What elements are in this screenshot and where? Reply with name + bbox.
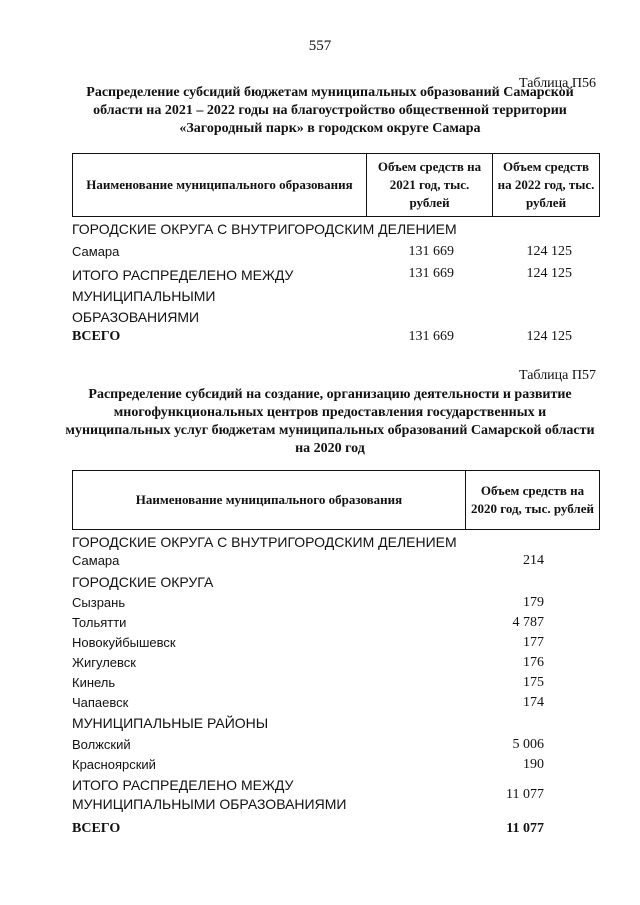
table-row: Чапаевск 174 (72, 695, 544, 710)
header-2021: Объем средств на 2021 год, тыс. рублей (367, 154, 493, 217)
table-row: Жигулевск 176 (72, 655, 544, 670)
table-header-p57 (72, 470, 600, 530)
header-name: Наименование муниципального образования (73, 154, 367, 217)
header-name: Наименование муниципального образования (73, 471, 466, 530)
table-row-total-distributed: ИТОГО РАСПРЕДЕЛЕНО МЕЖДУ МУНИЦИПАЛЬНЫМИ ОБРАЗОВАНИЯМИ 11 077 (72, 777, 544, 812)
table-title-p57: Распределение субсидий на создание, организацию деятельности и развитие многофункциональных центров предоставления государственных и муниципальных услуг бюджетам муниципальных образований Самарской области на 2020 год (65, 387, 595, 456)
table-row-grand-total: ВСЕГО 11 077 (72, 821, 544, 836)
table-row: Красноярский 190 (72, 757, 544, 772)
table-row: Тольятти 4 787 (72, 615, 544, 630)
table-row: Волжский 5 006 (72, 737, 544, 752)
table-label-p56: Таблица П56 (519, 76, 596, 91)
table-title-p56: Распределение субсидий бюджетам муниципальных образований Самарской области на 2021 – 2022 годы на благоустройство общественной территории «Загородный парк» в городском округе Самара (86, 85, 574, 136)
page-number: 557 (308, 38, 332, 54)
table-label-p57: Таблица П57 (519, 368, 596, 383)
table-row: Кинель 175 (72, 675, 544, 690)
table-row: Новокуйбышевск 177 (72, 635, 544, 650)
table-header-p56 (72, 153, 600, 217)
header-2020: Объем средств на 2020 год, тыс. рублей (466, 471, 600, 530)
table-row-total-distributed: ИТОГО РАСПРЕДЕЛЕНО МЕЖДУ МУНИЦИПАЛЬНЫМИ ОБРАЗОВАНИЯМИ 131 669 124 125 (72, 266, 572, 325)
table-row: Самара 214 (72, 553, 544, 568)
table-row-grand-total: ВСЕГО 131 669 124 125 (72, 329, 572, 344)
table-row: Самара 131 669 124 125 (72, 244, 572, 259)
header-2022: Объем средств на 2022 год, тыс. рублей (493, 154, 600, 217)
table-row: Сызрань 179 (72, 595, 544, 610)
